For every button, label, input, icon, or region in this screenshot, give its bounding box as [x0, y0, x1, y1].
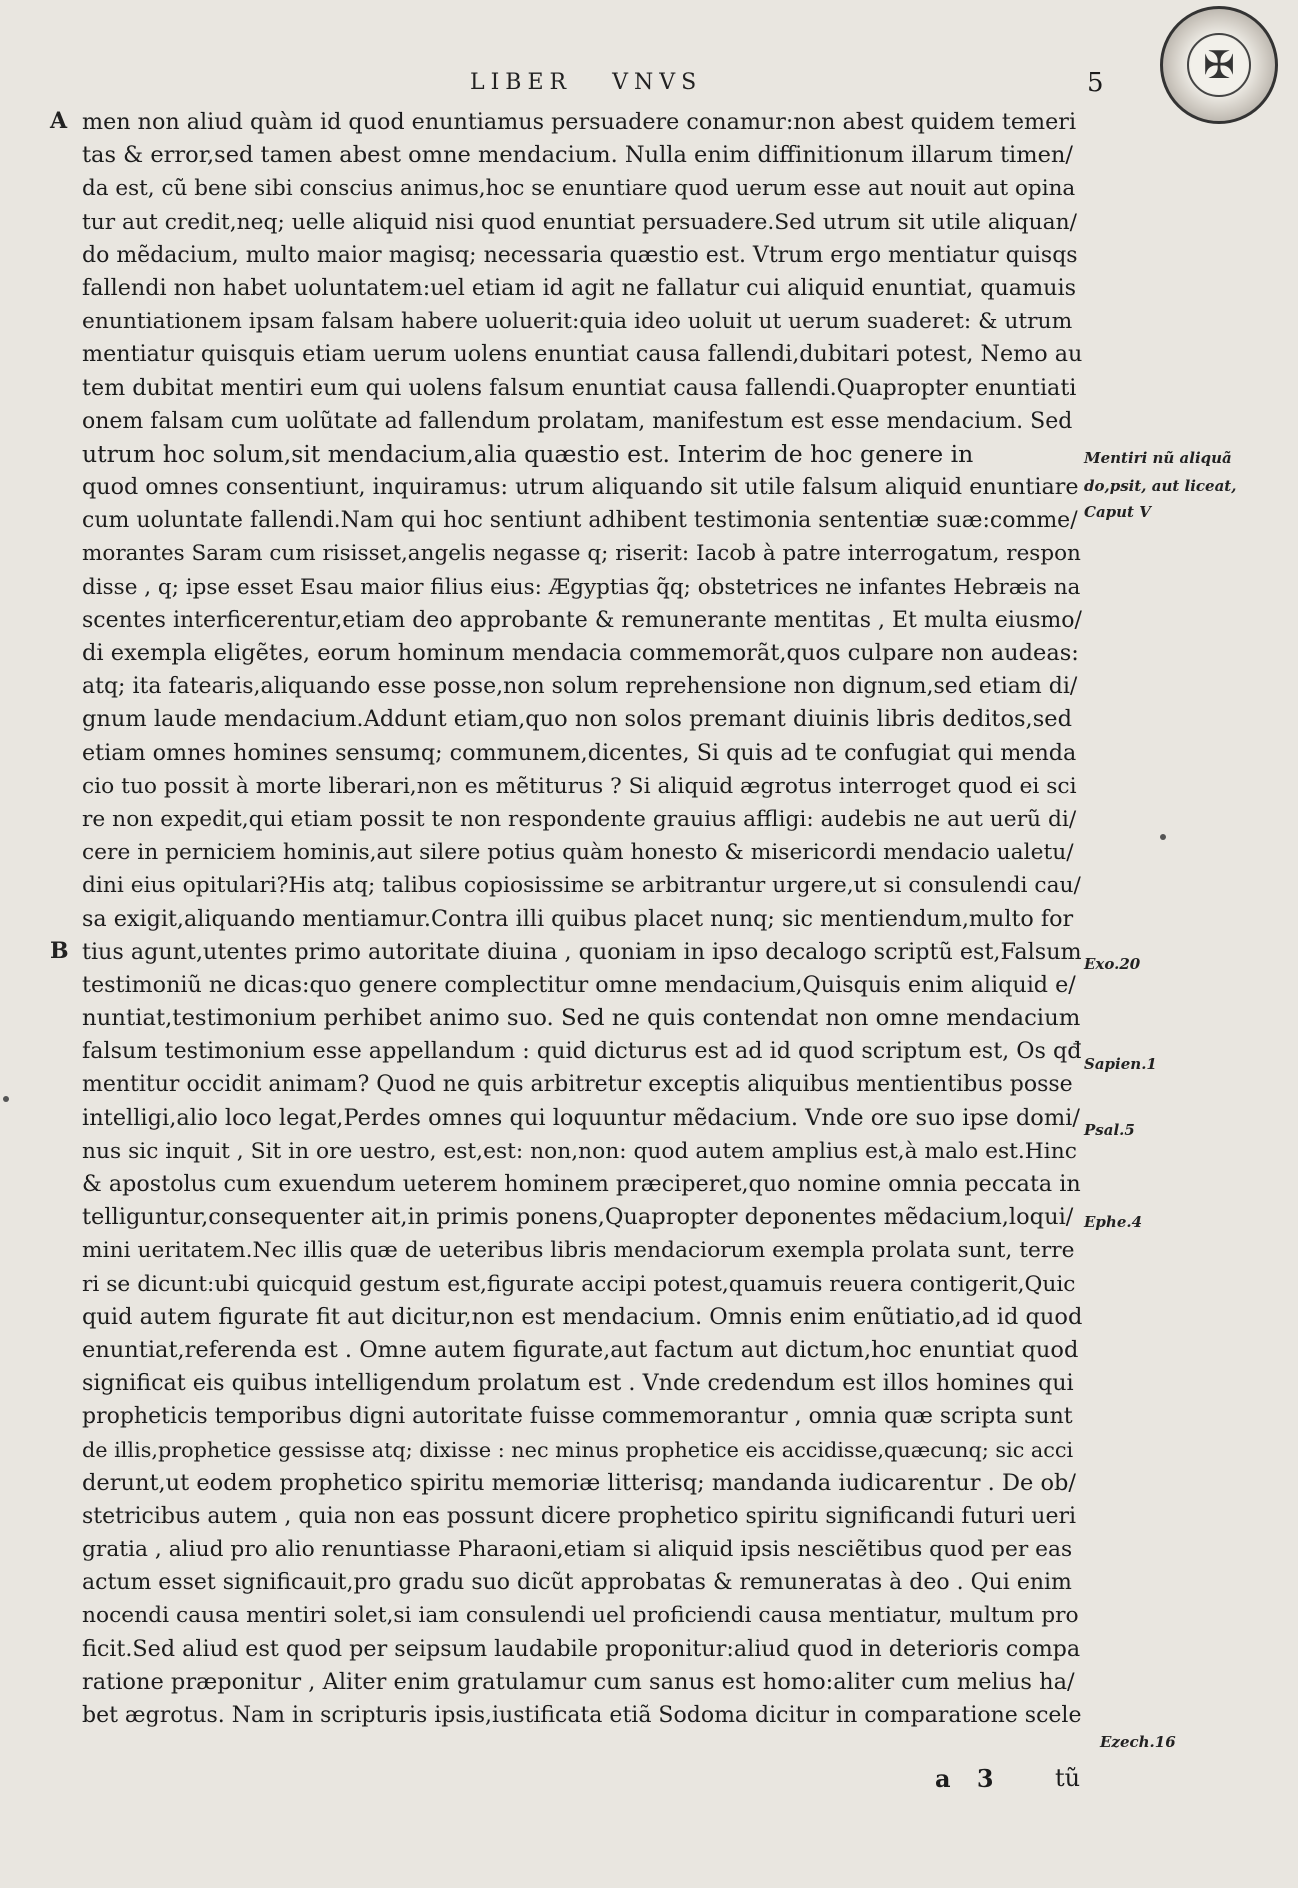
text-line: mini ueritatem.Nec illis quæ de ueteribus libris mendaciorum exempla prolata sunt, terre [82, 1238, 1075, 1264]
text-line: bet ægrotus. Nam in scripturis ipsis,iustificata etiã Sodoma dicitur in comparatione scele [82, 1703, 1082, 1728]
text-line: tur aut credit,neq; uelle aliquid nisi quod enuntiat persuadere.Sed utrum sit utile aliquan/ [82, 209, 1077, 235]
text-line: scentes interficerentur,etiam deo approbante & remunerante mentitas , Et multa eiusmo/ [82, 607, 1082, 633]
text-line: gratia , aliud pro alio renuntiasse Pharaoni,etiam si aliquid ipsis nesciẽtibus quod per eas [82, 1537, 1073, 1563]
text-line: morantes Saram cum risisset,angelis negasse q; riserit: Iacob à patre interrogatum, respon [82, 541, 1081, 567]
text-line: men non aliud quàm id quod enuntiamus persuadere conamur:non abest quidem temeri [82, 109, 1077, 135]
text-line: gnum laude mendacium.Addunt etiam,quo non solos premant diuinis libris deditos,sed [82, 706, 1072, 733]
text-line: dini eius opitulari?His atq; talibus copiosissime se arbitrantur urgere,ut si consulendi cau/ [82, 873, 1081, 899]
text-line: derunt,ut eodem prophetico spiritu memoriæ litterisq; mandanda iudicarentur . De ob/ [82, 1469, 1077, 1496]
text-line: enuntiat,referenda est . Omne autem figurate,aut factum aut dictum,hoc enuntiat quod [82, 1336, 1079, 1363]
text-line: actum esset significauit,pro gradu suo dicũt approbatas & remuneratas à deo . Qui enim [82, 1570, 1072, 1596]
text-line: significat eis quibus intelligendum prolatum est . Vnde credendum est illos homines qui [82, 1370, 1074, 1397]
text-line: de illis,prophetice gessisse atq; dixisse : nec minus prophetice eis accidisse,quæcunq; sic acci [82, 1437, 1074, 1462]
text-line: atq; ita fatearis,aliquando esse posse,non solum reprehensione non dignum,sed etiam di/ [82, 674, 1078, 700]
text-line: disse , q; ipse esset Esau maior filius eius: Ægyptias q̃q; obstetrices ne infantes Hebræis na [82, 574, 1081, 600]
catchword: tũ [1055, 1764, 1081, 1792]
text-line: tius agunt,utentes primo autoritate diuina , quoniam in ipso decalogo scriptũ est,Falsum [82, 938, 1082, 965]
text-line: cio tuo possit à morte liberari,non es mẽtiturus ? Si aliquid ægrotus interroget quod ei sci [82, 773, 1077, 799]
text-line: cum uoluntate fallendi.Nam qui hoc sentiunt adhibent testimonia sententiæ suæ:comme/ [82, 508, 1078, 534]
text-line: nocendi causa mentiri solet,si iam consulendi uel proficiendi causa mentiatur, multum pro [82, 1603, 1079, 1629]
text-line: tem dubitat mentiri eum qui uolens falsum enuntiat causa fallendi.Quapropter enuntiati [82, 374, 1077, 401]
text-line: ficit.Sed aliud est quod per seipsum laudabile proponitur:aliud quod in deterioris compa [82, 1635, 1081, 1662]
text-line: do mẽdacium, multo maior magisq; necessaria quæstio est. Vtrum ergo mentiatur quisqs [82, 242, 1078, 268]
text-line: tas & error,sed tamen abest omne mendacium. Nulla enim diffinitionum illarum timen/ [82, 142, 1073, 169]
margin-note-psal: Psal.5 [1084, 1121, 1135, 1139]
running-title-vnus: VNVS [612, 70, 703, 95]
cross-icon: ✠ [1187, 33, 1251, 97]
running-title-liber: LIBER [470, 70, 573, 95]
text-line: enuntiationem ipsam falsam habere uoluerit:quia ideo uoluit ut uerum suaderet: & utrum [82, 309, 1073, 335]
section-mark-b: B [50, 938, 69, 964]
margin-note-caput-3: Caput V [1084, 503, 1151, 521]
text-line: mentiatur quisquis etiam uerum uolens enuntiat causa fallendi,dubitari potest, Nemo au [82, 341, 1082, 368]
text-line: telliguntur,consequenter ait,in primis ponens,Quapropter deponentes mẽdacium,loqui/ [82, 1204, 1074, 1231]
signature-mark: a 3 [935, 1764, 994, 1793]
ink-speck [1160, 834, 1166, 840]
text-line: quod omnes consentiunt, inquiramus: utrum aliquando sit utile falsum aliquid enuntiare [82, 474, 1079, 501]
text-line: utrum hoc solum,sit mendacium,alia quæstio est. Interim de hoc genere in [82, 439, 974, 468]
text-line: propheticis temporibus digni autoritate fuisse commemorantur , omnia quæ scripta sunt [82, 1404, 1073, 1430]
text-line: & apostolus cum exuendum ueterem hominem præciperet,quo nomine omnia peccata in [82, 1171, 1081, 1197]
margin-note-ephe: Ephe.4 [1084, 1213, 1143, 1231]
library-stamp [1160, 6, 1278, 124]
margin-note-sapien: Sapien.1 [1084, 1055, 1157, 1073]
text-line: di exempla eligẽtes, eorum hominum mendacia commemorãt,quos culpare non audeas: [82, 640, 1079, 666]
body-text [82, 106, 1082, 1732]
text-line: falsum testimonium esse appellandum : quid dicturus est ad id quod scriptum est, Os qđ [82, 1038, 1082, 1065]
text-line: mentitur occidit animam? Quod ne quis arbitretur exceptis aliquibus mentientibus posse [82, 1072, 1073, 1098]
margin-note-caput-2: do,psit, aut liceat, [1084, 477, 1237, 495]
margin-note-ezech: Ezech.16 [1100, 1733, 1176, 1751]
margin-note-exo: Exo.20 [1084, 955, 1141, 973]
ink-speck [3, 1096, 9, 1102]
text-line: re non expedit,qui etiam possit te non respondente grauius affligi: audebis ne aut uerũ di/ [82, 806, 1077, 832]
text-line: ratione præponitur , Aliter enim gratulamur cum sanus est homo:aliter cum melius ha/ [82, 1668, 1075, 1695]
running-header [470, 70, 702, 95]
text-line: stetricibus autem , quia non eas possunt dicere prophetico spiritu significandi futuri ueri [82, 1503, 1077, 1529]
text-line: nuntiat,testimonium perhibet animo suo. Sed ne quis contendat non omne mendacium [82, 1005, 1081, 1032]
text-line: da est, cũ bene sibi conscius animus,hoc se enuntiare quod uerum esse aut nouit aut opina [82, 176, 1076, 202]
text-line: intelligi,alio loco legat,Perdes omnes qui loquuntur mẽdacium. Vnde ore suo ipse domi/ [82, 1104, 1080, 1131]
text-line: quid autem figurate fit aut dicitur,non est mendacium. Omnis enim enũtiatio,ad id quod [82, 1303, 1082, 1330]
text-line: fallendi non habet uoluntatem:uel etiam id agit ne fallatur cui aliquid enuntiat, quamuis [82, 274, 1077, 301]
text-line: nus sic inquit , Sit in ore uestro, est,est: non,non: quod autem amplius est,à malo est.Hinc [82, 1138, 1077, 1164]
text-line: etiam omnes homines sensumq; communem,dicentes, Si quis ad te confugiat qui menda [82, 739, 1077, 766]
text-line: onem falsam cum uolũtate ad fallendum prolatam, manifestum est esse mendacium. Sed [82, 408, 1073, 434]
page-number: 5 [1087, 68, 1104, 98]
text-line: cere in perniciem hominis,aut silere potius quàm honesto & misericordi mendacio ualetu/ [82, 840, 1074, 866]
text-line: sa exigit,aliquando mentiamur.Contra illi quibus placet nunq; sic mentiendum,multo for [82, 905, 1074, 932]
section-mark-a: A [50, 108, 68, 134]
text-line: testimoniũ ne dicas:quo genere complectitur omne mendacium,Quisquis enim aliquid e/ [82, 971, 1076, 998]
text-line: ri se dicunt:ubi quicquid gestum est,figurate accipi potest,quamuis reuera contigerit,Quic [82, 1271, 1076, 1297]
margin-note-caput-1: Mentiri nũ aliquã [1084, 449, 1232, 467]
